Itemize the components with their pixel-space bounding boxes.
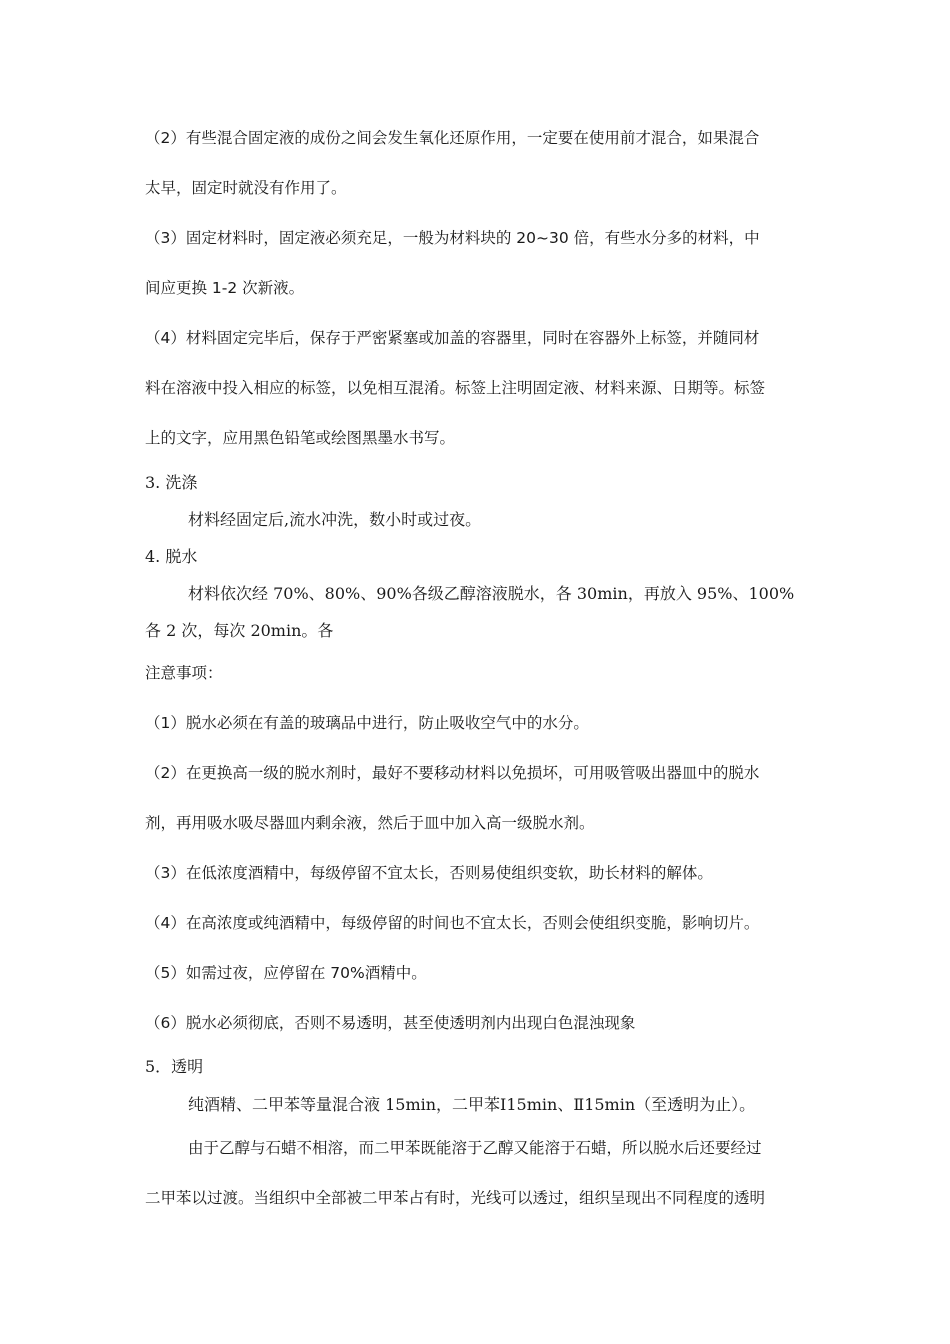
paragraph-line: （2）有些混合固定液的成份之间会发生氧化还原作用，一定要在使用前才混合，如果混合 xyxy=(145,129,760,147)
paragraph-line: （5）如需过夜，应停留在 70%酒精中。 xyxy=(145,964,427,982)
paragraph-line: （4）在高浓度或纯酒精中，每级停留的时间也不宜太长，否则会使组织变脆，影响切片。 xyxy=(145,914,760,932)
paragraph-line: 各 2 次，每次 20min。各 xyxy=(145,621,334,640)
section-heading: 3. 洗涤 xyxy=(145,473,198,492)
paragraph-line: 二甲苯以过渡。当组织中全部被二甲苯占有时，光线可以透过，组织呈现出不同程度的透明 xyxy=(145,1189,766,1207)
paragraph-line: （1）脱水必须在有盖的玻璃品中进行，防止吸收空气中的水分。 xyxy=(145,714,589,732)
paragraph-line: 剂，再用吸水吸尽器皿内剩余液，然后于皿中加入高一级脱水剂。 xyxy=(145,814,595,832)
paragraph-line: 由于乙醇与石蜡不相溶，而二甲苯既能溶于乙醇又能溶于石蜡，所以脱水后还要经过 xyxy=(188,1139,762,1157)
paragraph-line: （4）材料固定完毕后，保存于严密紧塞或加盖的容器里，同时在容器外上标签，并随同材 xyxy=(145,329,760,347)
paragraph-line: 太早，固定时就没有作用了。 xyxy=(145,179,347,197)
paragraph-line: （6）脱水必须彻底，否则不易透明，甚至使透明剂内出现白色混浊现象 xyxy=(145,1014,636,1032)
paragraph-line: （3）在低浓度酒精中，每级停留不宜太长，否则易使组织变软，助长材料的解体。 xyxy=(145,864,713,882)
section-heading: 4. 脱水 xyxy=(145,547,198,566)
paragraph-line: 材料依次经 70%、80%、90%各级乙醇溶液脱水，各 30min，再放入 95%、100% xyxy=(188,584,795,603)
paragraph-line: 材料经固定后,流水冲洗，数小时或过夜。 xyxy=(188,510,482,529)
section-heading: 5．透明 xyxy=(145,1057,204,1076)
notes-heading: 注意事项： xyxy=(145,664,223,682)
paragraph-line: （2）在更换高一级的脱水剂时，最好不要移动材料以免损坏，可用吸管吸出器皿中的脱水 xyxy=(145,764,760,782)
paragraph-line: （3）固定材料时，固定液必须充足，一般为材料块的 20~30 倍，有些水分多的材料，中 xyxy=(145,229,760,247)
paragraph-line: 上的文字，应用黑色铅笔或绘图黑墨水书写。 xyxy=(145,429,456,447)
paragraph-line: 料在溶液中投入相应的标签，以免相互混淆。标签上注明固定液、材料来源、日期等。标签 xyxy=(145,379,766,397)
paragraph-line: 间应更换 1-2 次新液。 xyxy=(145,279,305,297)
paragraph-line: 纯酒精、二甲苯等量混合液 15min，二甲苯Ⅰ15min、Ⅱ15min（至透明为止）。 xyxy=(188,1095,756,1114)
